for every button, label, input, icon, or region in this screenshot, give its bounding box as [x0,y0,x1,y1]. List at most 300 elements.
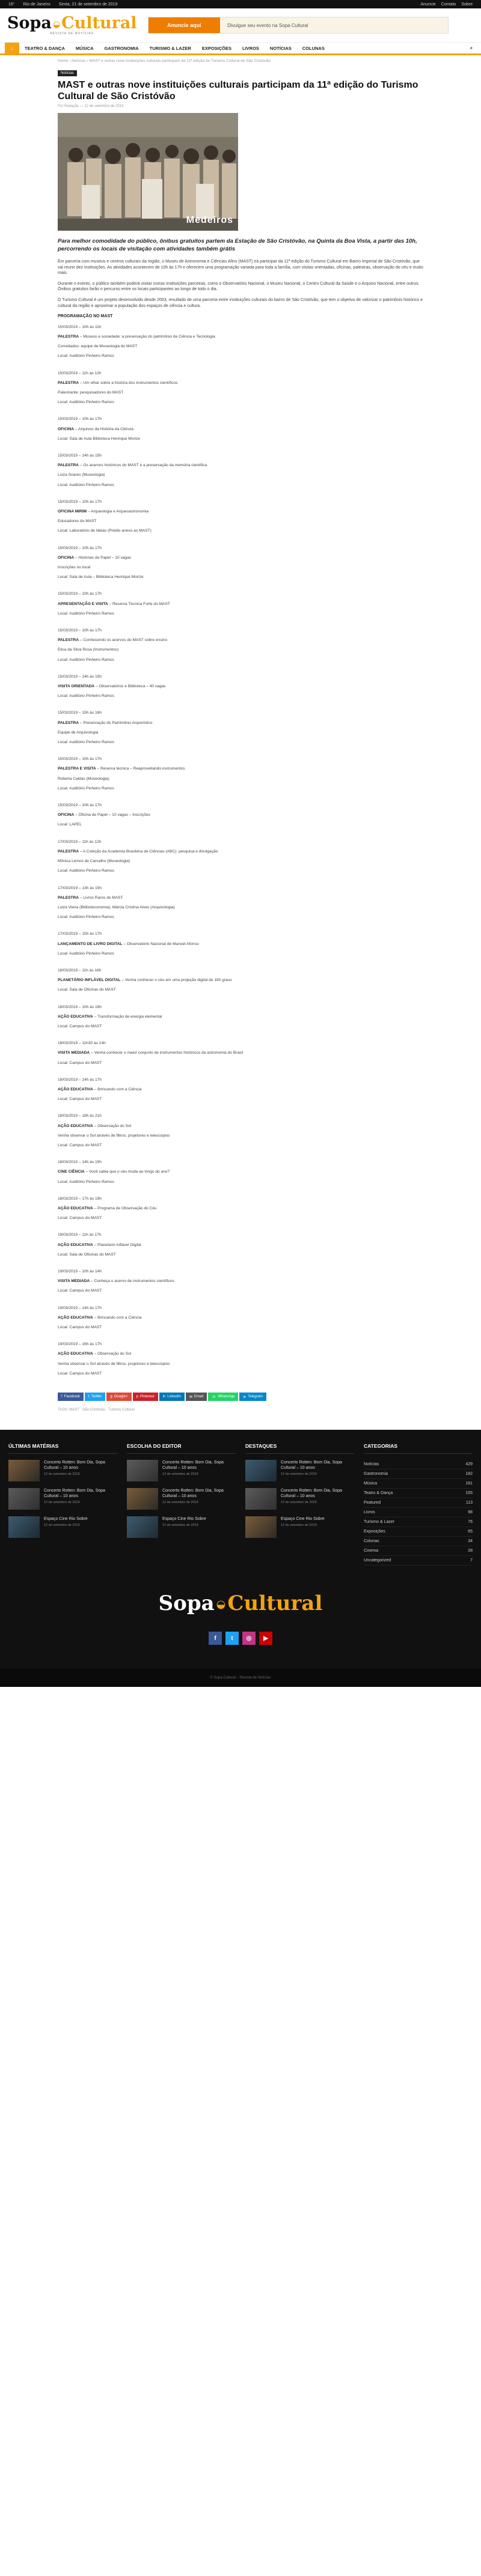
event-title-line: PALESTRA E VISITA – Reserva técnica – Reaproveitando instrumentos [58,767,185,771]
post-thumbnail [245,1460,277,1481]
nav-item-teatro[interactable]: TEATRO & DANÇA [25,45,65,51]
event-desc: Brincando com a Ciência [97,1315,142,1320]
event-title-line: OFICINA – Arquivos da História da Ciência [58,427,134,431]
nav-item-turismo[interactable]: TURISMO & LAZER [149,45,191,51]
event-title: PALESTRA [58,849,79,854]
program-event [58,371,423,417]
event-date: 15/03/2019 – 10h às 17h [58,417,102,422]
email-icon: ✉ [189,1395,192,1399]
event-title-line: OFICINA MIRIM – Arqueologia e Arqueoastronomia [58,509,149,514]
event-title: VISITA MEDIADA [58,1279,90,1284]
event-date: 18/03/2019 – 11h às 16h [58,968,102,973]
event-title-line: PALESTRA – Museus e sociedade: a preservação do patrimônio de Ciência e Tecnologia [58,334,215,339]
event-date: 15/03/2019 – 10h às 17h [58,628,102,633]
event-desc: Venha conhecer o céu em uma projeção digital de 180 graus [124,978,232,983]
breadcrumb: Home › Notícias › MAST e outras nove instituições culturais participam da 11ª edição do Turismo Cultural de São Cristóvão [58,59,271,63]
event-date: 15/03/2019 – 10h às 17h [58,803,102,808]
share-google-button[interactable] [106,1393,131,1401]
program-event [58,710,423,756]
event-date: 18/03/2019 – 17h às 19h [58,1196,102,1201]
event-title: CINE CIÊNCIA [58,1170,85,1174]
footer-post[interactable] [8,1516,117,1538]
event-date: 19/03/2019 – 10h às 14h [58,1269,102,1274]
event-location: Local: Sala de Oficinas do MAST [58,1252,116,1257]
program-event [58,803,423,839]
event-desc: Preservação do Patrimônio Arquivístico [83,720,153,725]
share-google-label: Google+ [114,1395,128,1399]
twitter-icon[interactable]: t [225,1632,239,1645]
nav-item-noticias[interactable]: NOTÍCIAS [269,45,292,51]
category-count: 161 [465,1481,473,1486]
program-list [54,324,427,1388]
footer-col-latest [8,1443,117,1566]
event-title: OFICINA MIRIM [58,509,87,514]
event-location: Local: Campus do MAST [58,1143,102,1147]
event-date: 19/03/2019 – 16h às 17h [58,1342,102,1347]
whatsapp-icon: ☏ [212,1395,216,1399]
event-extra: Roberta Caldas (Museologia) [58,776,109,781]
pinterest-icon: p [136,1395,138,1399]
event-date: 15/03/2019 – 14h às 15h [58,453,102,458]
event-title: AÇÃO EDUCATIVA [58,1352,93,1356]
category-count: 65 [468,1530,473,1534]
event-date: 17/03/2019 – 11h às 12h [58,839,102,844]
event-title: OFICINA [58,427,75,431]
footer-category-item[interactable] [364,1556,473,1566]
event-title-line: AÇÃO EDUCATIVA – Transformação de energia elemental [58,1014,162,1019]
google-icon: g [110,1395,112,1399]
event-desc: Observação do Sol [97,1352,132,1356]
program-event [58,968,423,1004]
category-count: 76 [468,1520,473,1525]
event-extra: Equipe de Arquivologia [58,730,99,735]
category-name: Uncategorized [364,1558,391,1563]
post-thumbnail [127,1516,158,1538]
event-desc: Histórias de Papel – 10 vagas [78,555,132,560]
program-event [58,591,423,628]
post-date: 12 de setembro de 2019 [281,1472,317,1477]
event-location: Local: Auditório Pinheiro Ramos [58,400,114,405]
category-count: 113 [465,1501,473,1505]
share-linkedin-button[interactable] [159,1393,185,1401]
post-title: Espaço Cine Rio Sobre [281,1517,325,1522]
event-desc: Observatórios e Biblioteca – 40 vagas [99,684,166,689]
program-event [58,1305,423,1342]
share-telegram-label: Telegram [248,1395,263,1399]
event-desc: Os acervos históricos do MAST e a preservação da memória científica [83,463,207,468]
footer-category-item[interactable] [364,1469,473,1479]
event-extra: Luiza Soares (Museologia) [58,473,105,478]
event-title: AÇÃO EDUCATIVA [58,1206,93,1211]
footer-post[interactable] [127,1488,236,1510]
date-label: Sexta, 21 de setembro de 2019 [58,2,118,7]
event-title-line: AÇÃO EDUCATIVA – Programa de Observação do Céu [58,1206,157,1211]
search-icon[interactable]: ⌕ [470,45,473,50]
event-title: AÇÃO EDUCATIVA [58,1242,93,1247]
youtube-icon[interactable]: ▶ [259,1632,272,1645]
footer-category-item[interactable] [364,1460,473,1469]
category-name: Colunas [364,1539,379,1544]
footer-post[interactable] [8,1460,117,1481]
program-event [58,628,423,674]
footer-col-categories [364,1443,473,1566]
event-desc: Transformação de energia elemental [97,1014,162,1019]
banner-left: Anuncie aqui [149,17,221,33]
category-count: 7 [470,1558,473,1563]
header-ad-banner[interactable] [148,17,449,34]
event-title-line: VISITA MEDIADA – Venha conhecer o maior conjunto de instrumentos históricos da astronomia do Brasil [58,1051,244,1056]
nav-item-musica[interactable]: MÚSICA [75,45,94,51]
event-desc: Um olhar sobre a história dos instrumentos científicos [83,380,178,385]
event-title-line: AÇÃO EDUCATIVA – Observação do Sol [58,1123,132,1128]
linkedin-icon: in [162,1395,166,1399]
footer-logo[interactable] [159,1593,323,1614]
article-lead: Para melhor comodidade do público, ônibus gratuitos partem da Estação de São Cristóvão, na Quinta da Boa Vista, a partir das 10h, percorrendo os locais de visitação com atividades também grátis [58,238,417,252]
event-title: AÇÃO EDUCATIVA [58,1315,93,1320]
footer-category-item[interactable] [364,1517,473,1527]
event-desc: Arquivos da História da Ciência [78,427,134,431]
program-event [58,931,423,968]
event-location: Local: Campus do MAST [58,1289,102,1293]
event-title: OFICINA [58,813,75,818]
footer-bottom [0,1590,481,1669]
post-thumbnail [8,1488,40,1510]
twitter-icon: t [88,1395,90,1399]
event-desc: Conhecendo os acervos do MAST sobre ensino [83,638,168,643]
nav-item-exposicoes[interactable]: EXPOSIÇÕES [201,45,231,51]
event-title-line: LANÇAMENTO DE LIVRO DIGITAL – Observatório Nacional de Manoel Afonso [58,941,199,946]
event-title-line: PLANETÁRIO INFLÁVEL DIGITAL – Venha conhecer o céu em uma projeção digital de 180 graus [58,978,232,983]
event-date: 15/03/2019 – 10h às 17h [58,592,102,597]
event-location: Local: Auditório Pinheiro Ramos [58,1179,114,1184]
soup-bowl-icon: ◒ [216,1598,226,1611]
event-desc: Venha conhecer o maior conjunto de instrumentos históricos da astronomia do Brasil [94,1051,244,1056]
category-name: Livros [364,1510,375,1515]
event-desc: Observatório Nacional de Manoel Afonso [126,941,199,946]
footer-category-item[interactable] [364,1537,473,1546]
footer-category-item[interactable] [364,1479,473,1489]
program-event [58,886,423,932]
event-title-line: PALESTRA – Um olhar sobre a história dos instrumentos científicos [58,380,178,385]
post-title: Espaço Cine Rio Sobre [162,1517,206,1522]
program-event [58,839,423,886]
footer-post[interactable] [127,1460,236,1481]
banner-right: Divulgue seu evento na Sopa Cultural [220,17,447,33]
event-date: 15/03/2019 – 11h às 12h [58,371,102,375]
footer-col-title: ESCOLHA DO EDITOR [127,1443,236,1454]
footer-col-title: DESTAQUES [245,1443,354,1454]
event-location: Local: Auditório Pinheiro Ramos [58,657,114,662]
event-title: OFICINA [58,555,75,560]
event-title: APRESENTAÇÃO E VISITA [58,601,108,606]
category-count: 155 [465,1491,473,1496]
event-location: Local: Auditório Pinheiro Ramos [58,869,114,873]
footer-social [0,1632,481,1645]
post-thumbnail [245,1516,277,1538]
category-name: Teatro & Dança [364,1491,393,1496]
home-icon[interactable]: ⌂ [5,43,19,53]
article-meta: Por Redação — 12 de setembro de 2019 [58,105,124,108]
event-extra: Venha observar o Sol através de filtros, projetores e telescópios [58,1361,170,1366]
share-telegram-button[interactable] [239,1393,266,1401]
category-name: Featured [364,1501,381,1505]
logo-part-1: Sopa [7,14,52,32]
footer-post[interactable] [245,1516,354,1538]
program-event [58,416,423,453]
footer-category-item[interactable] [364,1508,473,1517]
facebook-icon: f [61,1395,63,1399]
post-thumbnail [8,1516,40,1538]
event-location: Local: Campus do MAST [58,1024,102,1028]
share-facebook-button[interactable] [58,1393,84,1401]
program-event [58,545,423,592]
top-link-about[interactable]: Sobre [461,2,473,7]
event-location: Local: Auditório Pinheiro Ramos [58,694,114,699]
nav-item-livros[interactable]: LIVROS [242,45,259,51]
event-title-line: VISITA ORIENTADA – Observatórios e Biblioteca – 40 vagas [58,684,166,689]
program-event [58,1341,423,1388]
event-title-line: PALESTRA – Preservação do Patrimônio Arquivístico [58,720,153,725]
program-event [58,1004,423,1041]
event-desc: Observação do Sol [97,1123,132,1128]
event-location: Local: Auditório Pinheiro Ramos [58,354,114,359]
post-title: Concerto Rotten: Bom Dia, Sopa Cultural – 10 anos [281,1489,342,1499]
event-extra: Luiza Vieira (Biblioteconomia); Márcia Cristina Alves (Arquivologia) [58,905,175,910]
event-location: Local: Auditório Pinheiro Ramos [58,951,114,956]
footer-col-title: CATEGORIAS [364,1443,473,1454]
logo-subtitle: REVISTA DE NOTÍCIAS [50,32,94,35]
share-email-button[interactable] [186,1393,207,1401]
hero-image [58,113,238,231]
event-title-line: PALESTRA – Os acervos históricos do MAST e a preservação da memória científica [58,463,207,468]
weather-temp: 16° [8,2,15,7]
event-desc: Conheça o acervo de instrumentos científicos [94,1279,174,1284]
event-desc: Brincando com a Ciência [97,1087,142,1092]
article-body [54,259,427,324]
event-extra: Educadores do MAST [58,519,97,524]
event-extra: Elisa da Silva Rosa (Instrumentos) [58,648,119,652]
event-date: 15/03/2019 – 10h às 17h [58,757,102,762]
share-facebook-label: Facebook [64,1395,81,1399]
footer-post[interactable] [245,1460,354,1481]
event-title-line: AÇÃO EDUCATIVA – Observação do Sol [58,1352,132,1356]
post-date: 12 de setembro de 2019 [162,1523,198,1528]
top-link-ad[interactable]: Anuncie [420,2,436,7]
post-date: 12 de setembro de 2019 [44,1501,80,1505]
program-event [58,1269,423,1305]
paragraph: Em parceria com museus e centros culturais da região, o Museu de Astronomia e Ciências Afins (MAST) irá participar da 11ª edição do Turismo Cultural em Bairro Imperial de São Cristóvão, que vai reunir dez instituições. As atividades acontecem de 10h às 17h e oferecem uma programação variada para toda a família, com visitas orientadas, oficinas, palestras, observação do céu e muito mais. [58,260,423,276]
program-event [58,1040,423,1077]
share-linkedin-label: LinkedIn [167,1395,181,1399]
event-date: 18/03/2019 – 14h às 15h [58,1160,102,1165]
event-title-line: OFICINA – Histórias de Papel – 10 vagas [58,555,132,560]
footer-logo-part-1: Sopa [158,1591,215,1616]
program-heading: PROGRAMAÇÃO NO MAST [58,314,113,319]
footer-category-item[interactable] [364,1498,473,1508]
category-name: Cinema [364,1549,379,1554]
nav-item-gastronomia[interactable]: GASTRONOMIA [104,45,139,51]
event-title: AÇÃO EDUCATIVA [58,1123,93,1128]
event-title: AÇÃO EDUCATIVA [58,1087,93,1092]
program-event [58,499,423,545]
program-event [58,1196,423,1233]
event-title-line: AÇÃO EDUCATIVA – Planetário Inflável Digital [58,1242,141,1247]
program-event [58,674,423,711]
nav-item-colunas[interactable]: COLUNAS [302,45,325,51]
event-date: 18/03/2019 – 18h às 21h [58,1114,102,1119]
footer-col-title: ÚLTIMAS MATÉRIAS [8,1443,117,1454]
paragraph: O Turismo Cultural é um projeto desenvolvido desde 2003, resultado de uma parceria entre instituições culturais do bairro de São Cristóvão, que tem o objetivo de valorizar o patrimônio histórico e cultural da região e aproximar a população dos espaços de ciência e cultura. [58,297,423,308]
event-title-line: PALESTRA – Livros Raros do MAST [58,895,123,900]
event-location: Local: Auditório Pinheiro Ramos [58,915,114,920]
event-title: VISITA ORIENTADA [58,684,95,689]
program-event [58,756,423,803]
soup-bowl-icon: ◒ [52,20,61,29]
event-date: 17/03/2019 – 15h às 17h [58,932,102,937]
top-link-contact[interactable]: Contato [441,2,456,7]
event-date: 19/03/2019 – 14h às 17h [58,1305,102,1310]
footer-col-highlights [245,1443,354,1566]
event-location: Local: Sala de Aula Biblioteca Henrique Morize [58,436,141,441]
program-event [58,453,423,499]
event-desc: Arqueologia e Arqueoastronomia [91,509,149,514]
post-title: Concerto Rotten: Bom Dia, Sopa Cultural – 10 anos [162,1460,224,1471]
program-event [58,1232,423,1269]
event-desc: Programa de Observação do Céu [97,1206,157,1211]
event-title: PALESTRA [58,334,79,339]
facebook-icon[interactable]: f [209,1632,222,1645]
event-location: Local: Campus do MAST [58,1325,102,1330]
event-extra: Mônica Lemos de Carvalho (Museologia) [58,859,130,864]
footer-col-editor [127,1443,236,1566]
event-title: VISITA MEDIADA [58,1051,90,1056]
post-date: 12 de setembro de 2019 [44,1523,80,1528]
category-name: Exposições [364,1530,385,1534]
share-whatsapp-label: WhatsApp [218,1395,235,1399]
weather-location: Rio de Janeiro [23,2,51,7]
main-nav [0,42,481,55]
event-location: Local: Auditório Pinheiro Ramos [58,740,114,745]
share-whatsapp-button[interactable] [208,1393,238,1401]
event-title: PALESTRA [58,380,79,385]
post-date: 12 de setembro de 2019 [44,1472,80,1477]
top-bar [0,0,481,8]
event-title-line: CINE CIÊNCIA – Você sabia que o céu muda ao longo do ano? [58,1170,170,1174]
post-thumbnail [127,1488,158,1510]
event-desc: Planetário Inflável Digital [97,1242,141,1247]
event-title-line: OFICINA – Oficina de Papel – 10 vagas – Inscrições [58,813,150,818]
event-desc: Livros Raros do MAST [83,895,123,900]
event-date: 15/03/2019 – 10h às 17h [58,499,102,504]
event-extra: Venha observar o Sol através de filtros, projetores e telescópios [58,1133,170,1138]
program-event [58,1077,423,1114]
share-email-label: Email [194,1395,204,1399]
event-title: PALESTRA [58,638,79,643]
post-title: Concerto Rotten: Bom Dia, Sopa Cultural – 10 anos [162,1489,224,1499]
post-date: 12 de setembro de 2019 [162,1472,198,1477]
copyright: © Sopa Cultural – Revista de Notícias [0,1669,481,1687]
event-title: PLANETÁRIO INFLÁVEL DIGITAL [58,978,121,983]
event-location: Local: LAPEL [58,822,82,827]
site-logo[interactable] [7,15,137,35]
logo-part-2: Cultural [61,14,137,32]
category-count: 98 [468,1510,473,1515]
event-title: PALESTRA [58,895,79,900]
event-date: 18/03/2019 – 10h às 16h [58,1004,102,1009]
event-title: AÇÃO EDUCATIVA [58,1014,93,1019]
event-title-line: AÇÃO EDUCATIVA – Brincando com a Ciência [58,1087,142,1092]
footer-post[interactable] [8,1488,117,1510]
event-date: 17/03/2019 – 13h às 15h [58,886,102,890]
category-badge[interactable]: Notícias [58,70,77,76]
article-title: MAST e outras nove instituições culturais participam da 11ª edição do Turismo Cultural de São Cristóvão [58,80,418,102]
category-name: Música [364,1481,378,1486]
category-name: Gastronomia [364,1472,388,1477]
event-location: Local: Campus do MAST [58,1216,102,1221]
post-title: Concerto Rotten: Bom Dia, Sopa Cultural – 10 anos [44,1460,105,1471]
footer-columns [0,1430,481,1590]
share-twitter-button[interactable] [85,1393,105,1401]
event-location: Local: Laboratório de Ideias (Prédio anexo ao MAST) [58,529,152,533]
event-location: Local: Auditório Pinheiro Ramos [58,482,114,487]
share-bar [54,1388,427,1406]
post-date: 12 de setembro de 2019 [281,1523,317,1528]
category-count: 34 [468,1539,473,1544]
article-tags: TAGS: MAST · São Cristóvão · Turismo Cultural [58,1408,135,1412]
event-title-line: APRESENTAÇÃO E VISITA – Reserva Técnica Forte do MAST [58,601,170,606]
event-desc: Você sabia que o céu muda ao longo do ano? [89,1170,170,1174]
event-date: 15/03/2019 – 14h às 15h [58,674,102,679]
event-title-line: VISITA MEDIADA – Conheça o acervo de instrumentos científicos [58,1279,174,1284]
category-name: Notícias [364,1462,379,1467]
event-location: Local: Sala de Aula – Biblioteca Henrique Morize [58,575,144,580]
share-pinterest-button[interactable] [133,1393,158,1401]
footer-category-item[interactable] [364,1546,473,1556]
category-count: 429 [465,1462,473,1467]
post-thumbnail [8,1460,40,1481]
event-location: Local: Campus do MAST [58,1371,102,1376]
post-title: Espaço Cine Rio Sobre [44,1517,88,1522]
footer-category-item[interactable] [364,1527,473,1537]
footer-logo-part-2: Cultural [227,1591,323,1616]
event-title: PALESTRA [58,720,79,725]
footer-post[interactable] [245,1488,354,1510]
site-header [0,8,481,42]
footer-category-item[interactable] [364,1489,473,1498]
post-title: Concerto Rotten: Bom Dia, Sopa Cultural – 10 anos [281,1460,342,1471]
telegram-icon: ➤ [243,1395,247,1399]
post-date: 12 de setembro de 2019 [162,1501,198,1505]
event-title: LANÇAMENTO DE LIVRO DIGITAL [58,941,123,946]
event-desc: Museus e sociedade: a preservação do patrimônio de Ciência e Tecnologia [83,334,215,339]
post-thumbnail [127,1460,158,1481]
post-date: 12 de setembro de 2019 [281,1501,317,1505]
event-title: PALESTRA E VISITA [58,767,96,771]
program-event [58,324,423,371]
footer-post[interactable] [127,1516,236,1538]
event-date: 18/03/2019 – 14h às 17h [58,1077,102,1082]
event-date: 15/03/2019 – 10h às 17h [58,545,102,550]
instagram-icon[interactable]: ◎ [242,1632,256,1645]
program-event [58,1113,423,1159]
program-event [58,1159,423,1196]
share-twitter-label: Twitter [91,1395,102,1399]
event-location: Local: Campus do MAST [58,1060,102,1065]
event-extra: Palestrante: pesquisadores do MAST [58,390,124,395]
post-title: Concerto Rotten: Bom Dia, Sopa Cultural – 10 anos [44,1489,105,1499]
event-desc: Reserva técnica – Reaproveitando instrumentos [100,767,185,771]
event-location: Local: Auditório Pinheiro Ramos [58,786,114,791]
